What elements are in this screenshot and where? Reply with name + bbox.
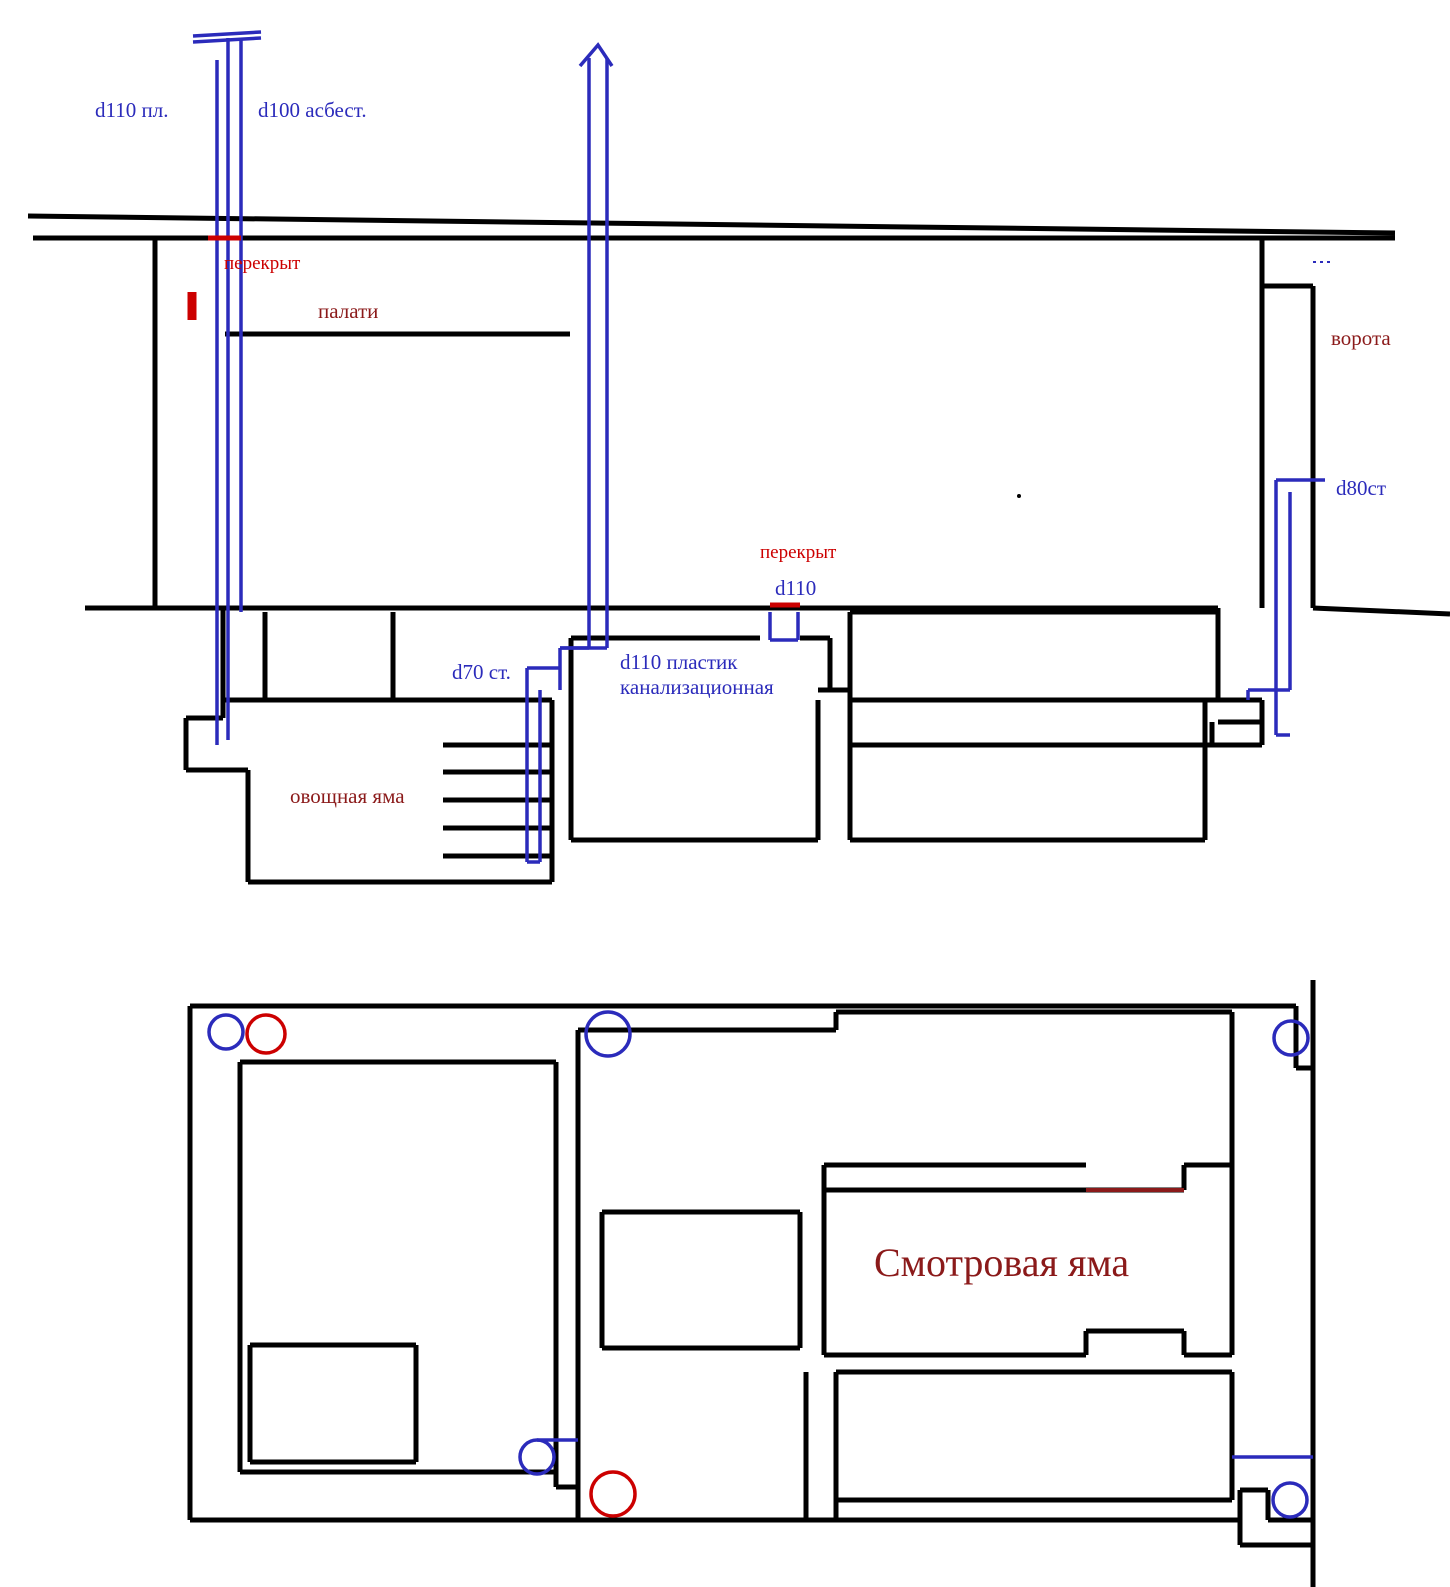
section-dot <box>1017 494 1021 498</box>
label-perekryt-mid: перекрыт <box>760 542 837 563</box>
label-perekryt-top: перекрыт <box>224 253 301 274</box>
plan-structure <box>190 980 1313 1587</box>
pipe-circle-blue-2 <box>586 1012 630 1056</box>
section-red-marks <box>192 238 800 605</box>
pipe-circle-red-1 <box>247 1015 285 1053</box>
pipe-circle-red-2 <box>591 1472 635 1516</box>
label-d80-st: d80ст <box>1336 476 1386 500</box>
pipe-circle-blue-4 <box>520 1440 554 1474</box>
label-kanalizacionnaya: канализационная <box>620 675 774 699</box>
label-d70-st: d70 ст. <box>452 660 511 684</box>
pipe-circle-blue-5 <box>1273 1483 1307 1517</box>
section-pipes <box>193 32 1325 862</box>
label-vorota: ворота <box>1331 326 1391 350</box>
plan-pipes <box>209 1012 1313 1517</box>
label-palati: палати <box>318 299 379 323</box>
label-d110-plastik: d110 пластик <box>620 650 738 674</box>
pipe-circle-blue-1 <box>209 1015 243 1049</box>
label-smotrovaya-yama: Смотровая яма <box>874 1240 1130 1285</box>
label-ovoshnaya-yama: овощная яма <box>290 784 405 808</box>
label-d110-pl: d110 пл. <box>95 98 169 122</box>
label-d110: d110 <box>775 576 817 600</box>
pipe-circle-blue-3 <box>1274 1021 1308 1055</box>
label-d100-asbest: d100 асбест. <box>258 98 367 122</box>
